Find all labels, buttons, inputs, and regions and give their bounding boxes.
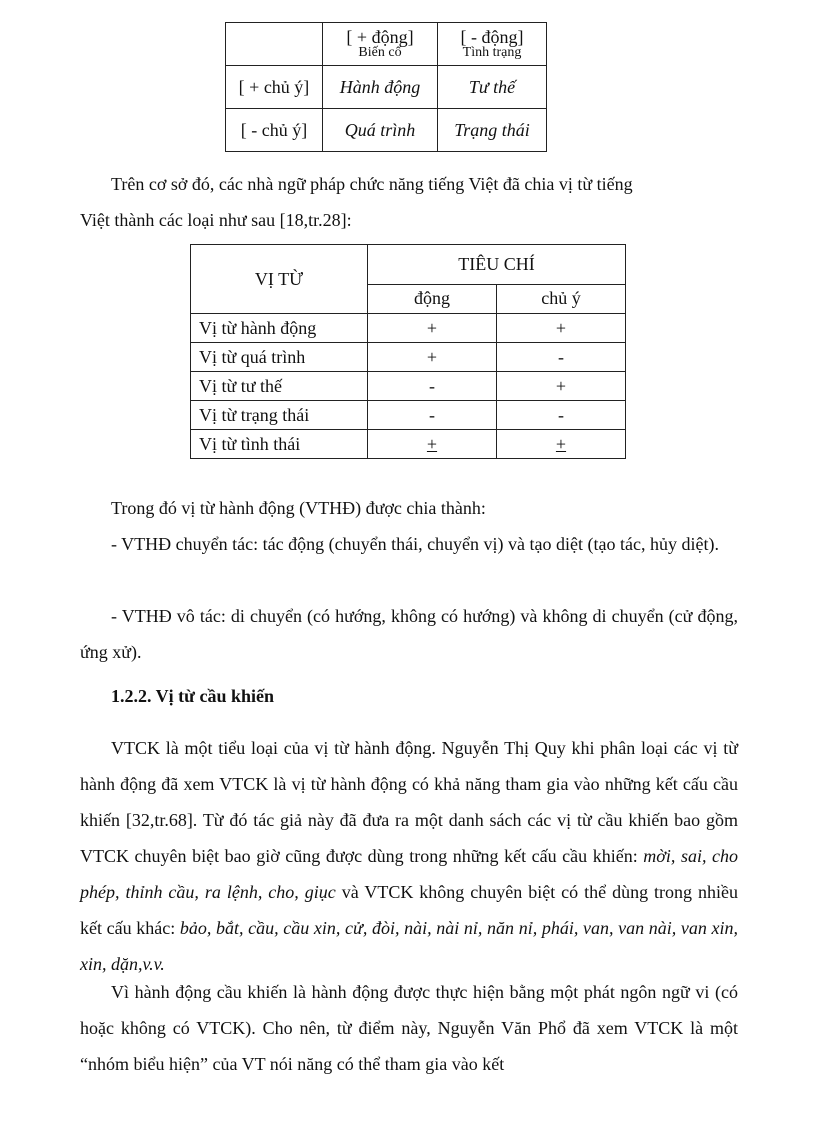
- plus-minus-mark: +: [426, 433, 438, 454]
- table2-subheader-dynamic: động: [368, 284, 497, 313]
- table1-row-label: [ + chủ ý]: [226, 66, 323, 109]
- plus-minus-mark: +: [555, 433, 567, 454]
- table2-header-criteria: TIÊU CHÍ: [368, 245, 626, 285]
- paragraph-intro-line2: Việt thành các loại như sau [18,tr.28]:: [80, 210, 352, 230]
- table2-subheader-volition: chủ ý: [497, 284, 626, 313]
- specialized-verb-list: mời, sai, cho phép, thỉnh cầu, ra lệnh, cho, giục: [80, 846, 739, 902]
- table2-row-name: Vị từ tư thế: [191, 372, 368, 401]
- table2-cell: [368, 430, 497, 459]
- paragraph-intro: [80, 166, 738, 238]
- table2-header-verb: VỊ TỪ: [191, 245, 368, 314]
- paragraph-division: Trong đó vị từ hành động (VTHĐ) được chia thành:: [111, 498, 486, 518]
- table2-cell: +: [368, 343, 497, 372]
- table1-header-nondynamic-sub: Tình trạng: [462, 45, 522, 60]
- table2-row-name: Vị từ tình thái: [191, 430, 368, 459]
- table1-header-nondynamic: [438, 23, 547, 66]
- table1-cell: Tư thế: [438, 66, 547, 109]
- table2-row-name: Vị từ trạng thái: [191, 401, 368, 430]
- table1-header-dynamic-sub: Biến cố: [358, 45, 402, 60]
- table1-header-dynamic: [323, 23, 438, 66]
- table1-corner-cell: [226, 23, 323, 66]
- paragraph-intro-line1: Trên cơ sở đó, các nhà ngữ pháp chức năng tiếng Việt đã chia vị từ tiếng: [111, 174, 633, 194]
- table1-header-dynamic-label: [ + động]: [346, 27, 414, 47]
- table2-cell: -: [497, 343, 626, 372]
- table2-cell: +: [368, 314, 497, 343]
- table1-cell: Quá trình: [323, 109, 438, 152]
- table2-row-name: Vị từ hành động: [191, 314, 368, 343]
- paragraph-speech-act: Vì hành động cầu khiến là hành động được thực hiện bằng một phát ngôn ngữ vi (có hoặc không có VTCK). Cho nên, từ điểm này, Nguyễn Văn Phổ đã xem VTCK là một “nhóm biểu hiện” của VT nói năng có thể tham gia vào kết: [80, 982, 738, 1074]
- table2-cell: +: [497, 314, 626, 343]
- paragraph-vtck: [80, 730, 738, 982]
- table1-header-nondynamic-label: [ - động]: [460, 27, 524, 47]
- verb-classification-table: [190, 244, 626, 459]
- table1-cell: Hành động: [323, 66, 438, 109]
- table2-cell: -: [368, 401, 497, 430]
- verb-feature-table: [225, 22, 547, 152]
- table2-row-name: Vị từ quá trình: [191, 343, 368, 372]
- nonspecialized-verb-list: bảo, bắt, cầu, cầu xin, cử, đòi, nài, nài nỉ, năn nỉ, phái, van, van nài, van xin, xin, dặn,v.v.: [80, 918, 738, 974]
- table2-cell: -: [497, 401, 626, 430]
- table2-cell: [497, 430, 626, 459]
- paragraph-intransitive: - VTHĐ vô tác: di chuyển (có hướng, không có hướng) và không di chuyển (cử động, ứng xử).: [80, 606, 738, 662]
- table2-cell: -: [368, 372, 497, 401]
- section-heading: 1.2.2. Vị từ cầu khiến: [111, 686, 274, 706]
- table1-cell: Trạng thái: [438, 109, 547, 152]
- paragraph-transitive: - VTHĐ chuyển tác: tác động (chuyển thái, chuyển vị) và tạo diệt (tạo tác, hủy diệt).: [111, 534, 719, 554]
- table1-row-label: [ - chủ ý]: [226, 109, 323, 152]
- paragraph-vtck-text: VTCK là một tiểu loại của vị từ hành động. Nguyễn Thị Quy khi phân loại các vị từ hành động đã xem VTCK là vị từ hành động có khả năng tham gia vào những kết cấu cầu khiến [32,tr.68]. Từ đó tác giả này đã đưa ra một danh sách các vị từ cầu khiến bao gồm VTCK chuyên biệt bao giờ cũng được dùng trong những kết cấu cầu khiến:: [80, 738, 738, 866]
- table2-cell: +: [497, 372, 626, 401]
- paragraph-vtck-mid: và VTCK không chuyên biệt có thể dùng trong nhiều kết cấu khác:: [80, 882, 738, 938]
